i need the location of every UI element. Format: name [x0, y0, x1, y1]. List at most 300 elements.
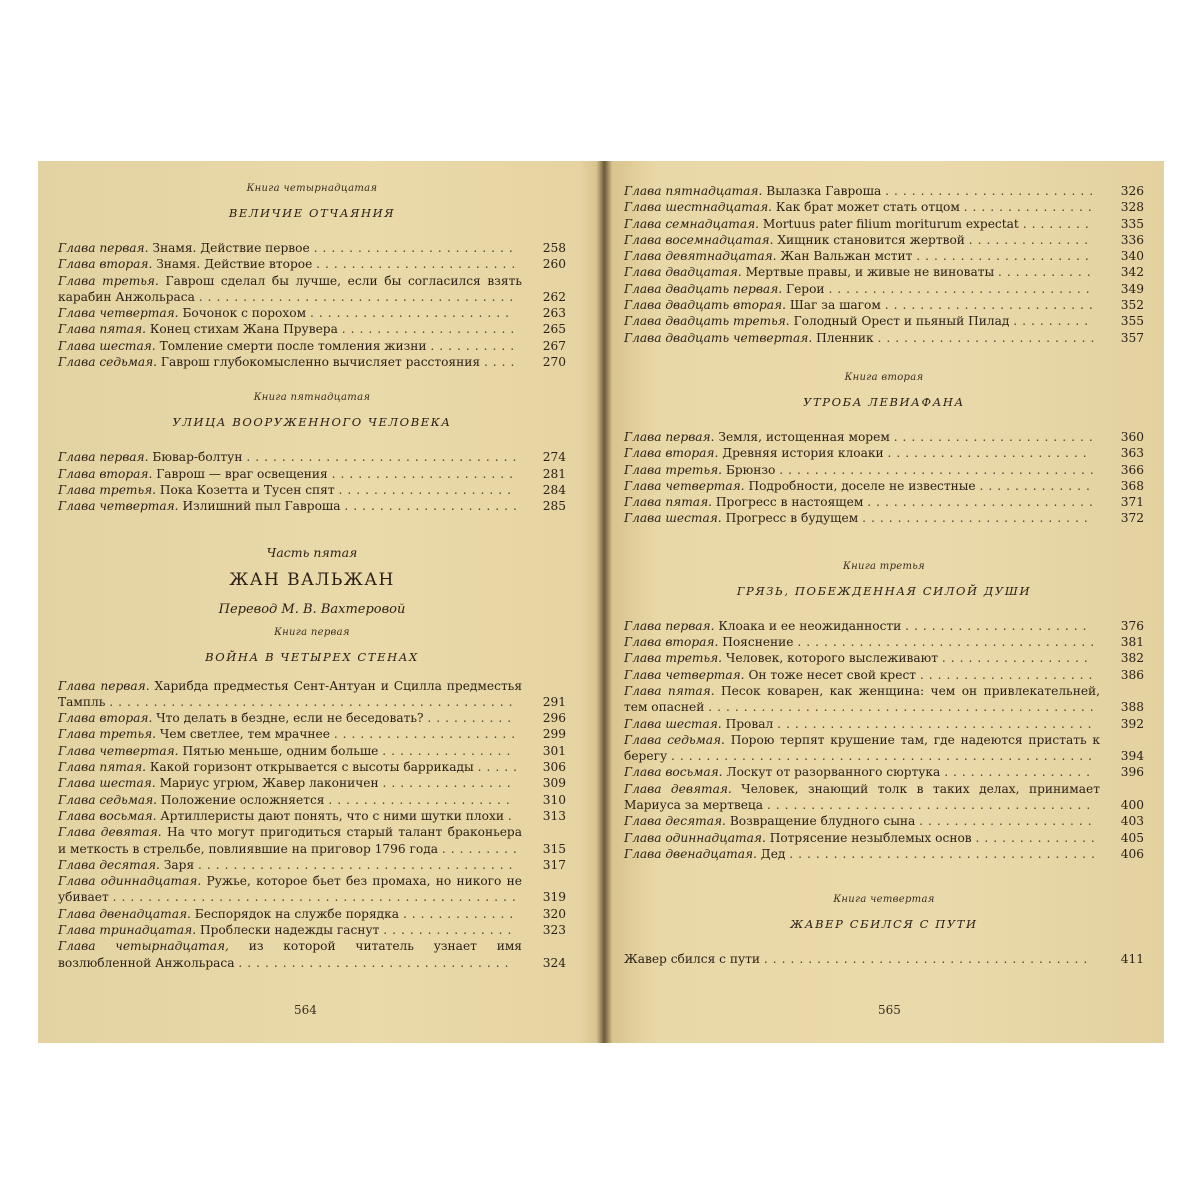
chapter-label: Глава восьмая. [58, 808, 157, 823]
dot-leader: .................................... [777, 716, 1097, 731]
dot-leader: .................... [916, 249, 1094, 264]
chapter-title: Конец стихам Жана Прувера [149, 322, 338, 337]
toc-entry [624, 634, 1144, 650]
page-ref: 340 [1120, 249, 1144, 264]
toc-entry [624, 462, 1144, 478]
chapter-label: Глава первая. [624, 429, 715, 444]
dot-leader: .................... [919, 667, 1098, 682]
page-ref: 382 [1120, 651, 1144, 666]
dot-leader: .... [483, 355, 520, 370]
dot-leader: .............................................. [109, 694, 518, 709]
chapter-title: Возвращение блудного сына [729, 814, 916, 829]
toc-entry [624, 281, 1144, 297]
toc-entry-text [58, 256, 522, 272]
book-one-continued-section [624, 183, 1144, 346]
toc-entry-text [58, 759, 522, 775]
chapter-label: Глава шестая. [624, 511, 722, 526]
chapter-label: Глава третья. [624, 462, 723, 477]
chapter-label: Глава вторая. [58, 257, 153, 272]
chapter-title: Харибда предместья Сент-Антуан и Сцилла предместья Тампль [58, 678, 523, 709]
page-ref: 284 [542, 482, 566, 497]
toc-entry [58, 938, 566, 971]
chapter-title: Мертвые правы, и живые не виноваты [745, 265, 995, 280]
page-ref: 270 [542, 355, 566, 370]
chapter-title: Вылазка Гавроша [766, 184, 882, 198]
dot-leader: .............. [968, 232, 1094, 247]
chapter-title: Провал [725, 716, 774, 731]
chapter-title: Пятью меньше, одним больше [182, 743, 379, 758]
page-ref: 310 [542, 792, 566, 807]
page-ref: 258 [542, 241, 566, 255]
dot-leader: ............... [963, 200, 1097, 215]
page-ref: 262 [542, 289, 566, 304]
chapter-title: Гаврош глубокомысленно вычисляет расстояния [160, 355, 481, 370]
chapter-title: Клоака и ее неожиданности [718, 618, 902, 633]
toc-entry-text [58, 857, 522, 873]
page-ref: 411 [1120, 952, 1144, 967]
chapter-title: Излишний пыл Гавроша [182, 499, 341, 514]
chapter-label: Глава двадцать четвертая. [624, 330, 813, 345]
dot-leader: ........ [1022, 216, 1094, 231]
toc-entry-text [624, 330, 1100, 346]
toc-entry [624, 494, 1144, 510]
toc-entry-text [58, 792, 522, 808]
toc-entry [624, 199, 1144, 215]
dot-leader: .............................................. [112, 890, 521, 905]
dot-leader: ................. [941, 651, 1093, 666]
chapter-title: Прогресс в будущем [725, 511, 859, 526]
page-ref: 336 [1120, 232, 1144, 247]
toc-entry-text [58, 922, 522, 938]
dot-leader: .................... [344, 499, 522, 514]
page-ref: 263 [542, 306, 566, 321]
toc-entry-text [624, 951, 1100, 967]
toc-entry-text [624, 732, 1100, 765]
chapter-title: Лоскут от разорванного сюртука [726, 765, 941, 780]
chapter-title: Mortuus pater filium moriturum expectat [762, 216, 1019, 231]
chapter-title: Бювар-болтун [152, 450, 243, 465]
toc-entry-text [58, 775, 522, 791]
book-label: Книга первая [274, 626, 350, 638]
chapter-title: Пояснение [722, 635, 794, 650]
toc-entry [624, 216, 1144, 232]
toc-entry [624, 248, 1144, 264]
dot-leader: ......... [1013, 314, 1094, 329]
page-ref: 320 [542, 906, 566, 921]
page-ref: 267 [542, 338, 566, 353]
toc-entry-text [58, 906, 522, 922]
toc-entry [58, 338, 566, 354]
dot-leader: ..... [477, 760, 522, 775]
book-fourteen-section [58, 183, 566, 370]
chapter-title: Как брат может стать отцом [775, 200, 960, 215]
dot-leader: ............... [382, 776, 516, 791]
toc-entry [58, 449, 566, 465]
chapter-title: Голодный Орест и пьяный Пилад [793, 314, 1010, 329]
toc-list [624, 618, 1144, 862]
chapter-title: Прогресс в настоящем [715, 495, 864, 510]
dot-leader: ............. [402, 906, 519, 921]
chapter-title: Человек, знающий толк в таких делах, принимает Мариуса за мертвеца [624, 781, 1101, 813]
toc-entry-text [58, 678, 522, 711]
toc-entry [58, 354, 566, 370]
chapter-title: из которой читатель узнает имя возлюбленной Анжольраса [58, 939, 522, 970]
chapter-label: Глава первая. [58, 678, 150, 693]
dot-leader: ..................... [905, 618, 1092, 633]
chapter-label: Глава десятая. [624, 814, 726, 829]
dot-leader: ............................................ [708, 700, 1099, 715]
toc-entry-text [58, 824, 522, 857]
dot-leader: ..................................... [766, 798, 1096, 813]
page-ref: 296 [542, 711, 566, 726]
toc-entry [624, 478, 1144, 494]
toc-list [58, 240, 566, 370]
page-ref: 349 [1120, 281, 1144, 296]
dot-leader: ............................... [238, 955, 514, 970]
book-label: Книга пятнадцатая [253, 392, 371, 404]
dot-leader: ............. [979, 478, 1095, 493]
book-two-section [624, 372, 1144, 527]
toc-entry [58, 922, 566, 938]
chapter-title: Мариус угрюм, Жавер лаконичен [159, 776, 379, 791]
toc-entry [624, 183, 1144, 199]
toc-entry-text [624, 429, 1100, 445]
chapter-label: Глава пятая. [58, 322, 147, 337]
chapter-label: Глава шестая. [58, 338, 156, 353]
chapter-title: Бочонок с порохом [182, 306, 307, 321]
book-one-section [58, 627, 566, 971]
page-ref: 381 [1120, 635, 1144, 650]
toc-entry-text [624, 667, 1100, 683]
page-ref: 360 [1120, 429, 1144, 444]
book-title: УЛИЦА ВООРУЖЕННОГО ЧЕЛОВЕКА [172, 415, 452, 430]
page-ref: 285 [542, 499, 566, 514]
part-title: ЖАН ВАЛЬЖАН [229, 569, 395, 590]
toc-entry-text [624, 764, 1100, 780]
toc-entry [58, 240, 566, 256]
chapter-label: Глава четвертая. [58, 499, 179, 514]
toc-entry [58, 906, 566, 922]
toc-entry [58, 710, 566, 726]
page-ref: 317 [542, 857, 566, 872]
chapter-title: Древняя история клоаки [722, 446, 884, 461]
page-ref: 403 [1120, 814, 1144, 829]
chapter-label: Глава вторая. [58, 466, 153, 481]
toc-entry-text [58, 873, 522, 906]
page-ref: 386 [1120, 667, 1144, 682]
book-label: Книга вторая [844, 371, 924, 383]
dot-leader: ................................... [789, 846, 1100, 861]
chapter-label: Глава семнадцатая. [624, 216, 760, 231]
book-three-section [624, 561, 1144, 862]
chapter-title: Потрясение незыблемых основ [769, 830, 972, 845]
dot-leader: .............................. [828, 281, 1095, 296]
dot-leader: ....................... [893, 429, 1098, 444]
dot-leader: .................... [919, 814, 1097, 829]
chapter-title: Заря [163, 857, 195, 872]
dot-leader: ................. [944, 765, 1096, 780]
page-ref: 406 [1120, 846, 1144, 861]
chapter-label: Глава девятая. [58, 825, 162, 840]
toc-entry-text [624, 281, 1100, 297]
chapter-title: Ружье, которое бьет без промаха, но никого не убивает [58, 874, 522, 905]
page-ref: 313 [542, 808, 566, 823]
chapter-label: Глава восьмая. [624, 765, 723, 780]
toc-entry-text [58, 305, 522, 321]
book-title: ГРЯЗЬ, ПОБЕЖДЕННАЯ СИЛОЙ ДУШИ [736, 583, 1032, 598]
dot-leader: .............. [975, 830, 1100, 845]
dot-leader: ....................... [887, 446, 1092, 461]
chapter-title: Порою терпят крушение там, где надеются пристать к берегу [624, 732, 1100, 764]
toc-entry [58, 824, 566, 857]
page-ref: 352 [1120, 298, 1144, 313]
toc-entry [624, 830, 1144, 846]
toc-entry [58, 482, 566, 498]
toc-entry [58, 726, 566, 742]
dot-leader: .......................... [862, 511, 1093, 526]
toc-entry-text [624, 781, 1100, 814]
toc-list [58, 678, 566, 971]
toc-entry [58, 305, 566, 321]
toc-list [624, 951, 1144, 967]
chapter-title: Что делать в бездне, если не беседовать? [156, 711, 424, 726]
dot-leader: ......................... [877, 330, 1100, 345]
chapter-label: Глава седьмая. [58, 792, 158, 807]
chapter-label: Глава двенадцатая. [58, 906, 191, 921]
toc-entry [624, 813, 1144, 829]
chapter-label: Глава пятнадцатая. [624, 184, 763, 198]
dot-leader: ..................... [333, 727, 521, 742]
toc-entry-text [58, 482, 522, 498]
dot-leader: ................................................ [671, 749, 1097, 764]
dot-leader: ......... [441, 841, 522, 856]
toc-entry [624, 764, 1144, 780]
toc-entry-text [624, 232, 1100, 248]
toc-entry-text [624, 683, 1100, 716]
chapter-label: Глава седьмая. [58, 355, 158, 370]
chapter-label: Глава седьмая. [624, 732, 725, 747]
dot-leader: . [507, 808, 517, 823]
dot-leader: .................................... [779, 462, 1099, 477]
chapter-label: Глава двадцать третья. [624, 314, 790, 329]
page-ref: 299 [542, 727, 566, 742]
page-number: 564 [294, 1003, 317, 1017]
toc-entry-text [624, 830, 1100, 846]
toc-entry-text [624, 813, 1100, 829]
dot-leader: ............... [383, 923, 517, 938]
page-ref: 260 [542, 257, 566, 272]
dot-leader: .......... [427, 711, 517, 726]
page-ref: 392 [1120, 716, 1144, 731]
page-ref: 405 [1120, 830, 1144, 845]
toc-entry [624, 618, 1144, 634]
chapter-title: Положение осложняется [160, 792, 325, 807]
toc-entry [624, 951, 1144, 967]
page-ref: 324 [542, 955, 566, 970]
toc-entry [624, 264, 1144, 280]
left-page [38, 161, 606, 1043]
page-ref: 274 [542, 450, 566, 465]
chapter-title: Пока Козетта и Тусен спят [159, 482, 335, 497]
toc-entry [624, 781, 1144, 814]
toc-entry-text [58, 273, 522, 306]
chapter-title: Герои [786, 281, 825, 296]
toc-entry [624, 313, 1144, 329]
chapter-label: Глава шестая. [624, 716, 722, 731]
toc-entry-text [58, 726, 522, 742]
page-ref: 301 [542, 743, 566, 758]
chapter-label: Глава одиннадцатая. [58, 874, 202, 889]
toc-entry-text [624, 199, 1100, 215]
toc-entry [624, 650, 1144, 666]
chapter-label: Глава вторая. [624, 446, 719, 461]
chapter-label: Глава двенадцатая. [624, 846, 757, 861]
chapter-title: Жавер сбился с пути [624, 952, 760, 967]
chapter-label: Глава тринадцатая. [58, 923, 197, 938]
chapter-title: Какой горизонт открывается с высоты баррикады [149, 760, 474, 775]
toc-entry [58, 808, 566, 824]
dot-leader: ........................ [884, 298, 1098, 313]
part-label: Часть пятая [266, 544, 358, 560]
dot-leader: .................................... [198, 857, 518, 872]
chapter-label: Глава двадцатая. [624, 265, 742, 280]
dot-leader: ..................................... [763, 952, 1093, 967]
dot-leader: .................... [338, 482, 516, 497]
toc-entry-text [58, 466, 522, 482]
chapter-title: На что могут пригодиться старый талант браконьера и меткость в стрельбе, повлиявшие на приговор 1796 года [58, 825, 522, 856]
toc-entry [624, 716, 1144, 732]
chapter-title: Хищник становится жертвой [777, 232, 965, 247]
book-label: Книга четырнадцатая [246, 183, 378, 194]
page-ref: 309 [542, 776, 566, 791]
toc-entry-text [624, 494, 1100, 510]
chapter-label: Глава шестнадцатая. [624, 200, 773, 215]
toc-entry-text [624, 248, 1100, 264]
toc-list [624, 429, 1144, 527]
page-ref: 291 [542, 694, 566, 709]
toc-entry [624, 667, 1144, 683]
translator-credit: Перевод М. В. Вахтеровой [218, 601, 406, 617]
toc-list [58, 449, 566, 514]
book-title: ВЕЛИЧИЕ ОТЧАЯНИЯ [228, 206, 396, 220]
dot-leader: .......... [430, 338, 520, 353]
chapter-title: Дед [760, 846, 786, 861]
toc-entry-text [58, 449, 522, 465]
page-ref: 319 [542, 890, 566, 905]
page-ref: 335 [1120, 216, 1144, 231]
toc-entry-text [624, 634, 1100, 650]
book-four-section [624, 894, 1144, 967]
page-ref: 372 [1120, 511, 1144, 526]
chapter-label: Глава девятая. [624, 781, 732, 796]
page-number: 565 [878, 1003, 901, 1017]
page-ref: 328 [1120, 200, 1144, 215]
toc-entry-text [58, 938, 522, 971]
chapter-title: Пленник [816, 330, 874, 345]
chapter-title: Жан Вальжан мстит [780, 249, 913, 264]
toc-entry [58, 775, 566, 791]
toc-entry [58, 873, 566, 906]
toc-entry-text [624, 264, 1100, 280]
chapter-label: Глава восемнадцатая. [624, 232, 774, 247]
chapter-title: Шаг за шагом [789, 298, 881, 313]
chapter-title: Проблески надежды гаснут [199, 923, 380, 938]
toc-entry-text [624, 716, 1100, 732]
dot-leader: ..................... [328, 792, 515, 807]
toc-entry [624, 429, 1144, 445]
toc-entry-text [624, 313, 1100, 329]
chapter-label: Глава двадцать вторая. [624, 298, 786, 313]
dot-leader: .................... [341, 322, 520, 337]
toc-entry [624, 732, 1144, 765]
chapter-title: Земля, истощенная морем [718, 429, 890, 444]
toc-entry [624, 510, 1144, 526]
toc-entry-text [58, 338, 522, 354]
toc-entry-text [624, 510, 1100, 526]
toc-entry-text [624, 618, 1100, 634]
page-ref: 376 [1120, 618, 1144, 633]
chapter-label: Глава одиннадцатая. [624, 830, 766, 845]
page-ref: 357 [1120, 330, 1144, 345]
toc-entry [58, 256, 566, 272]
toc-entry [58, 857, 566, 873]
page-ref: 265 [542, 322, 566, 337]
toc-entry-text [624, 846, 1100, 862]
toc-entry [624, 232, 1144, 248]
page-ref: 342 [1120, 265, 1144, 280]
toc-entry [624, 330, 1144, 346]
toc-entry [58, 466, 566, 482]
chapter-label: Глава четвертая. [58, 743, 179, 758]
chapter-title: Артиллеристы дают понять, что с ними шутки плохи [160, 808, 504, 823]
dot-leader: ....................... [309, 306, 515, 321]
page-ref: 323 [542, 923, 566, 938]
toc-entry-text [58, 808, 522, 824]
toc-entry-text [58, 321, 522, 337]
toc-entry [58, 678, 566, 711]
toc-list [624, 183, 1144, 346]
toc-entry [58, 792, 566, 808]
chapter-title: Песок коварен, как женщина: чем он привлекательней, тем опасней [624, 683, 1101, 715]
toc-entry-text [58, 354, 522, 370]
page-ref: 400 [1120, 798, 1144, 813]
page-ref: 388 [1120, 700, 1144, 715]
chapter-label: Глава пятая. [624, 683, 715, 698]
book-title: ЖАВЕР СБИЛСЯ С ПУТИ [790, 917, 978, 932]
dot-leader: ....................... [316, 257, 521, 272]
book-label: Книга четвертая [833, 894, 935, 906]
dot-leader: ........................ [885, 184, 1099, 198]
dot-leader: .......................... [867, 495, 1098, 510]
book-title: УТРОБА ЛЕВИАФАНА [803, 394, 965, 409]
toc-entry-text [58, 240, 522, 256]
chapter-label: Глава третья. [58, 727, 157, 742]
chapter-title: Он тоже несет свой крест [748, 667, 917, 682]
toc-entry [58, 759, 566, 775]
chapter-title: Человек, которого выслеживают [725, 651, 939, 666]
toc-entry [58, 321, 566, 337]
page-ref: 281 [542, 466, 566, 481]
page-ref: 396 [1120, 765, 1144, 780]
dot-leader: .................................. [797, 635, 1100, 650]
page-ref: 363 [1120, 446, 1144, 461]
chapter-title: Знамя. Действие первое [152, 241, 310, 255]
chapter-title: Томление смерти после томления жизни [159, 338, 427, 353]
toc-entry-text [624, 650, 1100, 666]
page-ref: 306 [542, 760, 566, 775]
toc-entry [58, 273, 566, 306]
chapter-label: Глава двадцать первая. [624, 281, 783, 296]
